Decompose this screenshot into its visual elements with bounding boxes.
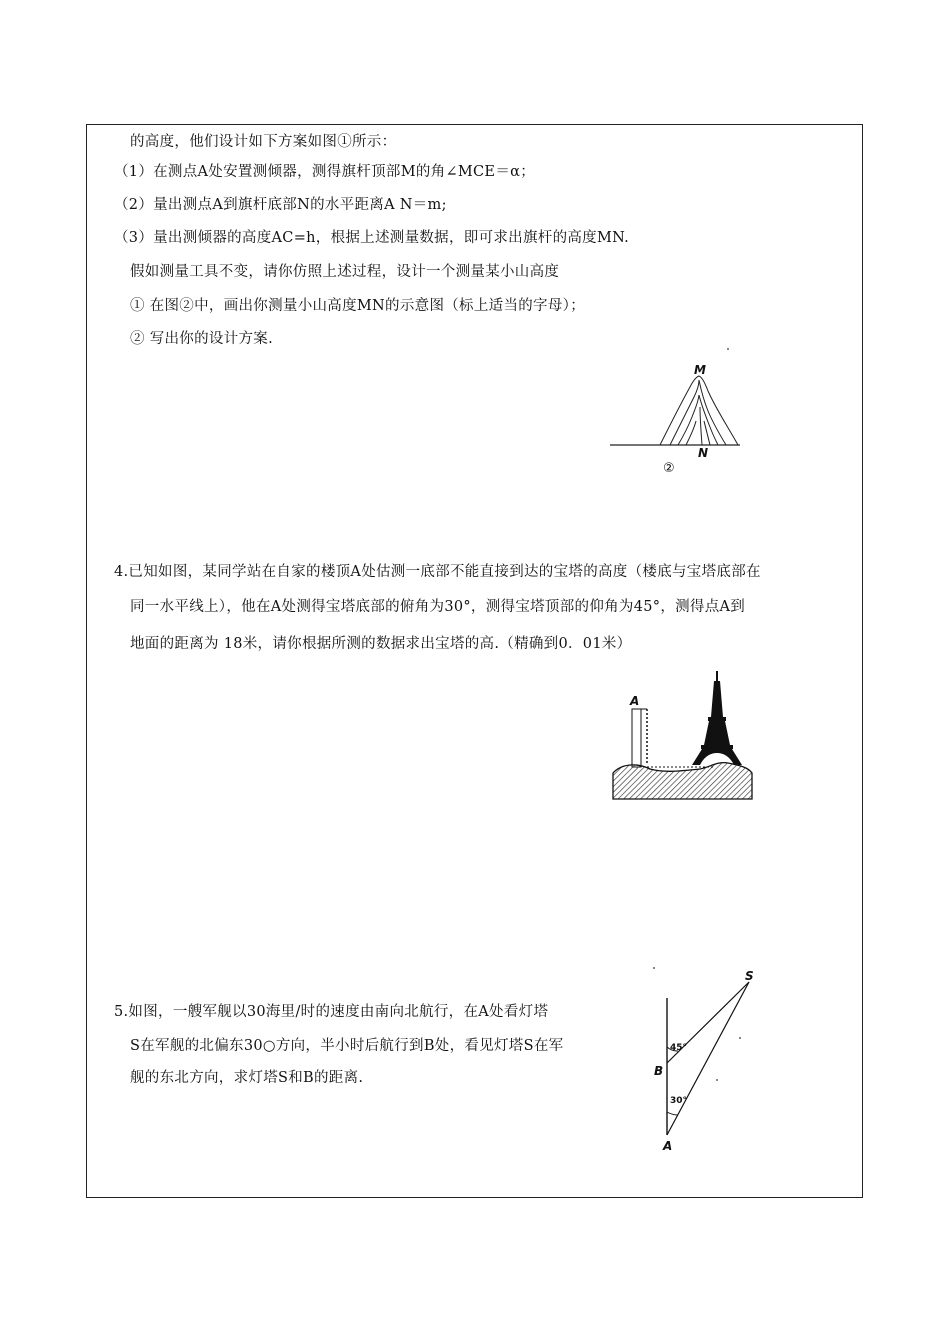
q5-line-3: 舰的东北方向，求灯塔S和B的距离. (130, 1070, 364, 1086)
q3-step-1: （1）在测点A处安置测倾器，测得旗杆顶部M的角∠MCE＝α； (114, 164, 536, 180)
q3-step-2: （2）量出测点A到旗杆底部N的水平距离A N＝m; (114, 197, 447, 213)
q3-task-a: ① 在图②中，画出你测量小山高度MN的示意图（标上适当的字母）； (130, 298, 585, 314)
q3-task: 假如测量工具不变，请你仿照上述过程，设计一个测量某小山高度 (130, 264, 560, 280)
speck-mark (653, 967, 655, 969)
label-s: S (745, 969, 754, 983)
q5-line-2: S在军舰的北偏东30○方向，半小时后航行到B处，看见灯塔S在军 (130, 1038, 564, 1054)
speck-mark (727, 348, 729, 350)
building (632, 709, 647, 767)
q4-line-3: 地面的距离为 18米，请你根据所测的数据求出宝塔的高.（精确到0．01米） (130, 636, 632, 652)
label-b: B (654, 1064, 664, 1078)
rocky-ground (613, 763, 752, 799)
q3-step-3: （3）量出测倾器的高度AC=h，根据上述测量数据，即可求出旗杆的高度MN. (114, 230, 630, 246)
angle-arc-a (667, 1112, 678, 1115)
angle-30: 30° (670, 1096, 688, 1106)
q4-line-2: 同一水平线上），他在A处测得宝塔底部的俯角为30°，测得宝塔顶部的仰角为45°，测得点A到 (130, 599, 746, 615)
navigation-figure (645, 960, 770, 1155)
q4-line-1: 4.已知如图，某同学站在自家的楼顶A处估测一底部不能直接到达的宝塔的高度（楼底与宝塔底部在 (114, 564, 761, 580)
line-as (667, 982, 749, 1135)
label-n: N (698, 446, 709, 460)
figure-caption: ② (663, 461, 675, 476)
q5-line-1: 5.如图，一艘军舰以30海里/时的速度由南向北航行，在A处看灯塔 (114, 1004, 549, 1020)
speck-mark (716, 1079, 718, 1081)
mountain-outline (660, 376, 738, 445)
mountain-figure (600, 345, 750, 480)
tower-silhouette (692, 671, 742, 765)
label-m: M (694, 363, 706, 377)
pagoda-figure (610, 665, 760, 805)
angle-45: 45° (670, 1043, 688, 1053)
label-a: A (630, 694, 640, 708)
speck-mark (739, 1037, 741, 1039)
label-a: A (663, 1139, 673, 1153)
q3-task-b: ② 写出你的设计方案. (130, 331, 274, 347)
q3-intro-line: 的高度，他们设计如下方案如图①所示： (130, 134, 397, 150)
